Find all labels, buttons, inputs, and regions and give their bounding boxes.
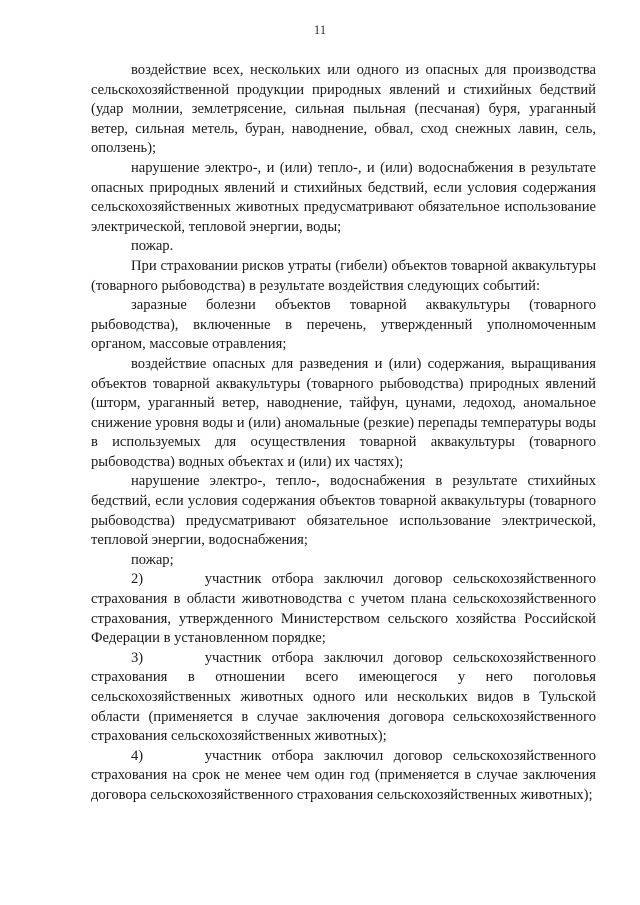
page-number: 11 [313, 22, 327, 37]
paragraph: пожар; [131, 551, 174, 568]
paragraph: заразные болезни объектов товарной аквакультуры (товарного рыбоводства), включенные в перечень, утвержденный уполномоченным органом, массовые отравления; [91, 297, 596, 353]
numbered-paragraph-3: 3) участник отбора заключил договор сельскохозяйственного страхования в отношении всего имеющегося у него поголовья сельскохозяйственных животных одного или нескольких видов в Тульской области (применяется в случае заключения договора сельскохозяйственного страхования сельскохозяйственных животных); [91, 649, 596, 745]
paragraph: воздействие опасных для разведения и (или) содержания, выращивания объектов товарной аквакультуры (товарного рыбоводства) природных явлений (шторм, ураганный ветер, наводнение, тайфун, цунами, ледоход, аномальное снижение уровня воды и (или) аномальные (резкие) перепады температуры воды в используемых для осуществления товарной аквакультуры (товарного рыбоводства) водных объектах и (или) их частях); [91, 355, 596, 470]
paragraph: нарушение электро-, тепло-, водоснабжения в результате стихийных бедствий, если условия содержания объектов товарной аквакультуры (товарного рыбоводства) предусматривают обязательное использование электрической, тепловой энергии, водоснабжения; [91, 473, 596, 549]
paragraph: нарушение электро-, и (или) тепло-, и (или) водоснабжения в результате опасных природных явлений и стихийных бедствий, если условия содержания сельскохозяйственных животных предусматривают обязательное использование электрической, тепловой энергии, воды; [91, 159, 596, 235]
numbered-paragraph-4: 4) участник отбора заключил договор сельскохозяйственного страхования на срок не менее чем один год (применяется в случае заключения договора сельскохозяйственного страхования сельскохозяйственных животных); [91, 747, 596, 803]
paragraph: пожар. [131, 238, 174, 255]
paragraph: воздействие всех, нескольких или одного из опасных для производства сельскохозяйственной продукции природных явлений и стихийных бедствий (удар молнии, землетрясение, сильная пыльная (песчаная) буря, ураганный ветер, сильная метель, буран, наводнение, обвал, сход снежных лавин, сель, оползень); [91, 62, 596, 157]
document-body [91, 61, 596, 806]
numbered-paragraph-2: 2) участник отбора заключил договор сельскохозяйственного страхования в области животноводства с учетом плана сельскохозяйственного страхования, утвержденного Министерством сельского хозяйства Российской Федерации в установленном порядке; [91, 571, 596, 647]
paragraph: При страховании рисков утраты (гибели) объектов товарной аквакультуры (товарного рыбоводства) в результате воздействия следующих событий: [91, 257, 596, 294]
